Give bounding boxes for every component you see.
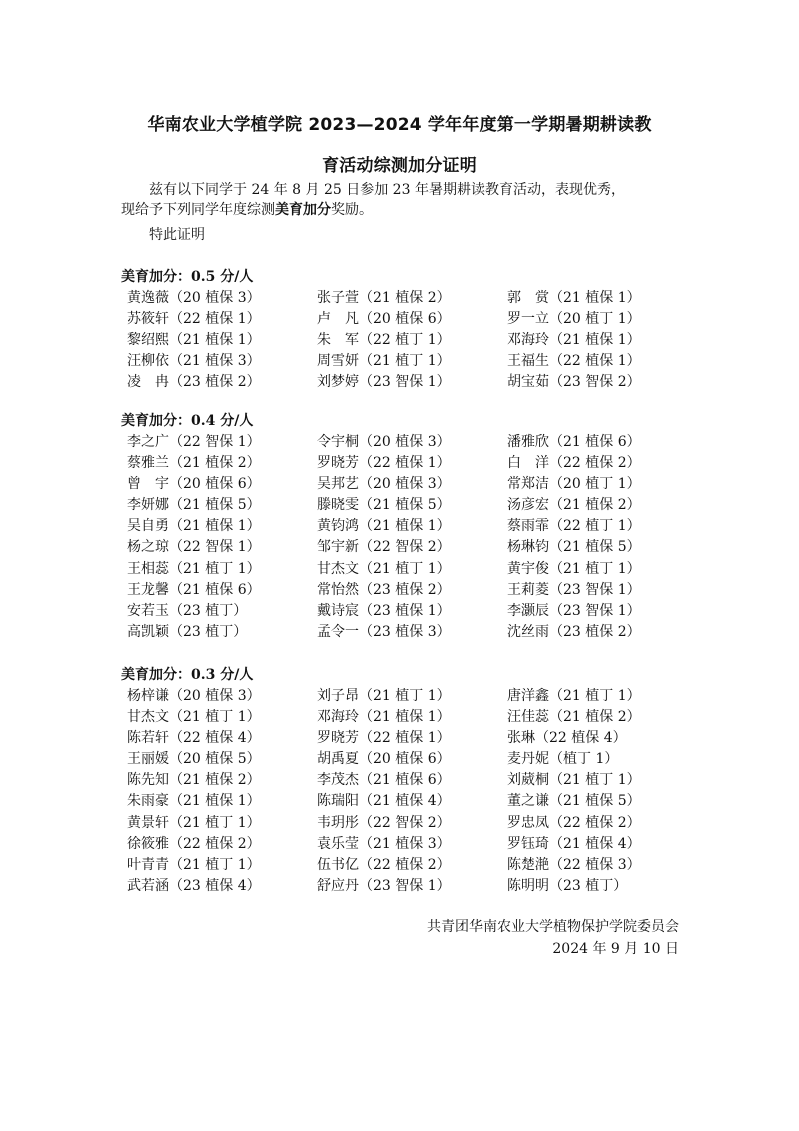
student-entry: 唐洋鑫（21 植丁 1） (507, 688, 641, 704)
section-0-4 (121, 410, 681, 643)
student-entry: 刘子昂（21 植丁 1） (317, 688, 451, 704)
student-entry: 王莉菱（23 智保 1） (507, 581, 641, 598)
intro-text-1: 兹有以下同学于 24 年 8 月 25 日参加 23 年暑期耕读教育活动，表现优秀， (149, 182, 625, 198)
student-entry: 吴自勇（21 植保 1） (127, 518, 261, 535)
student-entry: 李茂杰（21 植保 6） (317, 772, 451, 789)
student-entry: 邓海玲（21 植保 1） (507, 332, 641, 349)
student-entry: 陈楚滟（22 植保 3） (507, 856, 641, 873)
intro-paragraph (121, 180, 681, 220)
student-entry: 陈若轩（22 植保 4） (127, 730, 261, 747)
section-heading: 美育加分：0.3 分/人 (121, 667, 254, 683)
intro-text-2b: 奖励。 (331, 202, 373, 218)
student-entry: 叶青青（21 植丁 1） (127, 856, 261, 873)
student-entry: 刘葳桐（21 植丁 1） (507, 772, 641, 789)
student-entry: 白 洋（22 植保 2） (507, 455, 641, 472)
student-entry: 曾 宇（20 植保 6） (127, 476, 261, 493)
name-grid (127, 432, 681, 643)
student-entry: 朱 军（22 植丁 1） (317, 332, 451, 349)
student-entry: 卢 凡（20 植保 6） (317, 311, 451, 328)
title-line-1: 华南农业大学植学院 2023—2024 学年年度第一学期暑期耕读教 (147, 115, 652, 135)
student-entry: 陈明明（23 植丁） (507, 877, 628, 894)
student-entry: 朱雨豪（21 植保 1） (127, 793, 261, 810)
student-entry: 周雪妍（21 植丁 1） (317, 353, 451, 370)
student-entry: 胡宝茹（23 智保 2） (507, 374, 641, 391)
student-entry: 袁乐莹（21 植保 3） (317, 835, 451, 852)
student-entry: 黄宇俊（21 植丁 1） (507, 560, 641, 577)
student-entry: 李灏辰（23 智保 1） (507, 602, 641, 619)
student-entry: 罗钰琦（21 植保 4） (507, 835, 641, 852)
student-entry: 甘杰文（21 植丁 1） (127, 709, 261, 726)
student-entry: 陈先知（21 植保 2） (127, 772, 261, 789)
name-grid (127, 288, 681, 393)
student-entry: 罗晓芳（22 植保 1） (317, 730, 451, 747)
student-entry: 杨梓谦（20 植保 3） (127, 688, 261, 704)
intro-text-2a: 现给予下列同学年度综测 (121, 202, 275, 218)
student-entry: 蔡雨霏（22 植丁 1） (507, 518, 641, 535)
student-entry: 王龙馨（21 植保 6） (127, 581, 261, 598)
student-entry: 孟令一（23 植保 3） (317, 623, 451, 640)
student-entry: 舒应丹（23 智保 1） (317, 877, 451, 894)
student-entry: 苏筱轩（22 植保 1） (127, 311, 261, 328)
student-entry: 常郑洁（20 植丁 1） (507, 476, 641, 493)
student-entry: 杨之琼（22 智保 1） (127, 539, 261, 556)
student-entry: 黎绍熙（21 植保 1） (127, 332, 261, 349)
student-entry: 令宇桐（20 植保 3） (317, 434, 451, 450)
student-entry: 甘杰文（21 植丁 1） (317, 560, 451, 577)
student-entry: 罗晓芳（22 植保 1） (317, 455, 451, 472)
student-entry: 武若涵（23 植保 4） (127, 877, 261, 894)
student-entry: 罗忠凤（22 植保 2） (507, 814, 641, 831)
student-entry: 李之广（22 智保 1） (127, 434, 261, 450)
student-entry: 黄景轩（21 植丁 1） (127, 814, 261, 831)
student-entry: 黄逸薇（20 植保 3） (127, 290, 261, 306)
section-0-5 (121, 266, 681, 393)
student-entry: 董之谦（21 植保 5） (507, 793, 641, 810)
student-entry: 黄钧鸿（21 植保 1） (317, 518, 451, 535)
section-heading: 美育加分：0.4 分/人 (121, 413, 254, 429)
certify-line: 特此证明 (149, 227, 205, 243)
student-entry: 王相蕊（21 植丁 1） (127, 560, 261, 577)
student-entry: 麦丹妮（植丁 1） (507, 751, 619, 768)
student-entry: 邹宇新（22 智保 2） (317, 539, 451, 556)
title-line-2: 育活动综测加分证明 (322, 156, 477, 176)
student-entry: 安若玉（23 植丁） (127, 602, 248, 619)
student-entry: 刘梦婷（23 智保 1） (317, 374, 451, 391)
student-entry: 徐筱雅（22 植保 2） (127, 835, 261, 852)
student-entry: 韦玥彤（22 智保 2） (317, 814, 451, 831)
student-entry: 沈丝雨（23 植保 2） (507, 623, 641, 640)
student-entry: 伍书亿（22 植保 2） (317, 856, 451, 873)
student-entry: 戴诗宸（23 植保 1） (317, 602, 451, 619)
student-entry: 汪柳依（21 植保 3） (127, 353, 261, 370)
student-entry: 汤彦宏（21 植保 2） (507, 497, 641, 514)
student-entry: 邓海玲（21 植保 1） (317, 709, 451, 726)
student-entry: 罗一立（20 植丁 1） (507, 311, 641, 328)
footer-organization: 共青团华南农业大学植物保护学院委员会 (427, 919, 679, 935)
student-entry: 张琳（22 植保 4） (507, 730, 627, 747)
student-entry: 王丽媛（20 植保 5） (127, 751, 261, 768)
student-entry: 王福生（22 植保 1） (507, 353, 641, 370)
student-entry: 杨琳钧（21 植保 5） (507, 539, 641, 556)
student-entry: 陈瑞阳（21 植保 4） (317, 793, 451, 810)
student-entry: 高凯颖（23 植丁） (127, 623, 248, 640)
student-entry: 潘雅欣（21 植保 6） (507, 434, 641, 450)
student-entry: 滕晓雯（21 植保 5） (317, 497, 451, 514)
section-0-3 (121, 664, 681, 897)
footer-date: 2024 年 9 月 10 日 (552, 941, 679, 957)
student-entry: 李妍娜（21 植保 5） (127, 497, 261, 514)
section-heading: 美育加分：0.5 分/人 (121, 269, 254, 285)
student-entry: 张子萱（21 植保 2） (317, 290, 451, 306)
student-entry: 吴邦艺（20 植保 3） (317, 476, 451, 493)
student-entry: 蔡雅兰（21 植保 2） (127, 455, 261, 472)
student-entry: 常怡然（23 植保 2） (317, 581, 451, 598)
student-entry: 汪佳蕊（21 植保 2） (507, 709, 641, 726)
student-entry: 胡禹夏（20 植保 6） (317, 751, 451, 768)
intro-text-2-bold: 美育加分 (275, 202, 331, 218)
student-entry: 郭 赏（21 植保 1） (507, 290, 641, 306)
name-grid (127, 686, 681, 897)
student-entry: 凌 冉（23 植保 2） (127, 374, 261, 391)
